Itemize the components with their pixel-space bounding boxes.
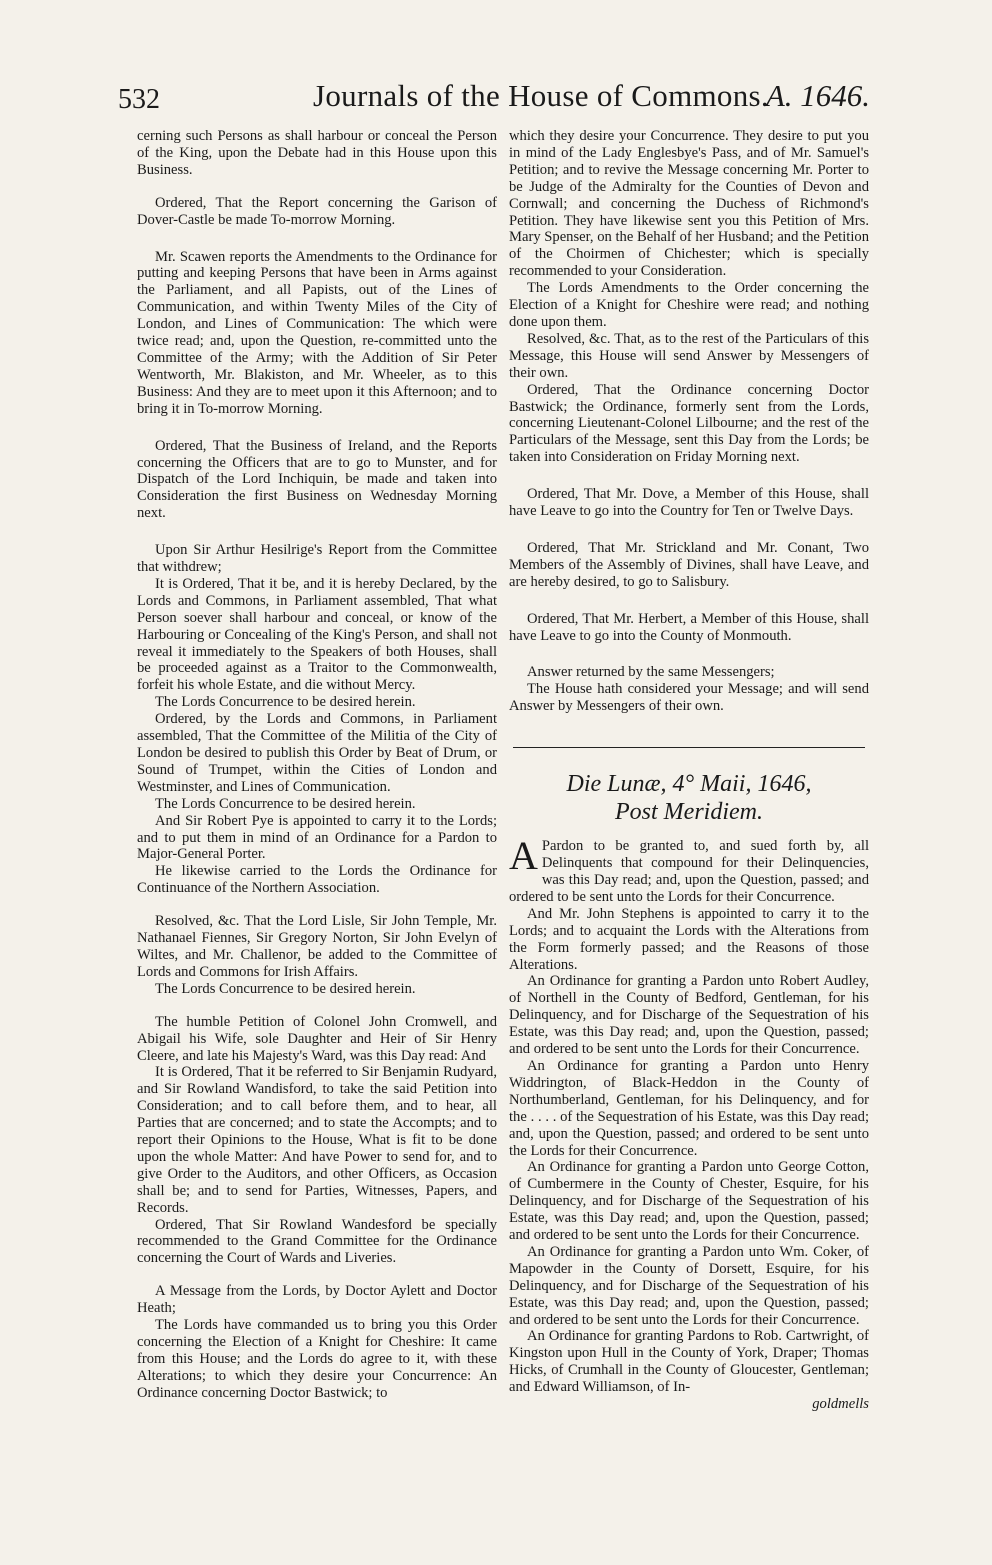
paragraph: Ordered, by the Lords and Commons, in Parliament assembled, That the Committee of the Militia of the City of London be desired to publish this Order by Beat of Drum, or Sound of Trumpet, within the Cities of London and Westminster, and Lines of Communication. — [137, 711, 497, 795]
paragraph: Resolved, &c. That the Lord Lisle, Sir John Temple, Mr. Nathanael Fiennes, Sir Gregory Norton, Sir John Evelyn of Wiltes, and Mr. Challenor, be added to the Committee of Lords and Commons for Irish Affairs. — [137, 913, 497, 980]
paragraph: Ordered, That the Business of Ireland, and the Reports concerning the Officers that are to go to Munster, and for Dispatch of the Lord Inchiquin, be made and taken into Consideration the first Business on Wednesday Morning next. — [137, 437, 497, 522]
paragraph: The Lords Concurrence to be desired herein. — [155, 694, 416, 711]
paragraph: Answer returned by the same Messengers; — [527, 664, 775, 681]
paragraph: A Message from the Lords, by Doctor Aylett and Doctor Heath; — [137, 1283, 497, 1317]
paragraph: The Lords Amendments to the Order concerning the Election of a Knight for Cheshire were read; and nothing done upon them. — [509, 280, 869, 330]
paragraph: Ordered, That Mr. Herbert, a Member of this House, shall have Leave to go into the County of Monmouth. — [509, 610, 869, 644]
left-column — [137, 128, 497, 1402]
paragraph: An Ordinance for granting a Pardon unto Henry Widdrington, of Black-Heddon in the County of Northumberland, Gentleman, for his Delinquency, and for the . . . . of the Sequestration of his Estate, was this Day read; and, upon the Question, passed; and ordered to be sent unto the Lords for their Concurrence. — [509, 1057, 869, 1159]
paragraph: It is Ordered, That it be referred to Sir Benjamin Rudyard, and Sir Rowland Wandisford, to take the said Petition into Consideration; and to call before them, and to hear, all Parties that are concerned; and to state the Accompts; and to report their Opinions to the House, What is fit to be done upon the whole Matter: And have Power to send for, and to give Order to the Auditors, and other Officers, as Occasion shall be; and to send for Parties, Witnesses, Papers, and Records. — [137, 1064, 497, 1216]
drop-cap: A — [509, 833, 538, 879]
day-subheading: Post Meridiem. — [615, 799, 763, 826]
paragraph: An Ordinance for granting a Pardon unto George Cotton, of Cumbermere in the County of Chester, Esquire, for his Delinquency, and for Discharge of the Sequestration of his Estate, was this Day read; and, upon the Question, passed; and ordered to be sent unto the Lords for their Concurrence. — [509, 1159, 869, 1244]
paragraph: Mr. Scawen reports the Amendments to the Ordinance for putting and keeping Persons that have been in Arms against the Parliament, and all Papists, out of the Lines of Communication, and within Twenty Miles of the City of London, and Lines of Communication: The which were twice read; and, upon the Question, re-committed unto the Committee of the Army; with the Addition of Sir Peter Wentworth, Mr. Blakiston, and Mr. Wheeler, as to this Business: And they are to meet upon it this Afternoon; and to bring it in To-morrow Morning. — [137, 248, 497, 417]
paragraph: An Ordinance for granting Pardons to Rob. Cartwright, of Kingston upon Hull in the County of York, Draper; Thomas Hicks, of Crumhall in the County of Gloucester, Gentleman; and Edward Williamson, of In- — [509, 1328, 869, 1396]
paragraph: And Mr. John Stephens is appointed to carry it to the Lords; and to acquaint the Lords with the Alterations from the Form formerly passed; and the Reasons of those Alterations. — [509, 905, 869, 973]
paragraph: It is Ordered, That it be, and it is hereby Declared, by the Lords and Commons, in Parliament assembled, That what Person soever shall harbour and conceal, or know of the Harbouring or Concealing of the King's Person, and shall not reveal it immediately to the Speakers of both Houses, shall be proceeded against as a Traitor to the Commonwealth, forfeit his whole Estate, and die without Mercy. — [137, 575, 497, 694]
section-divider — [513, 747, 865, 748]
paragraph: The Lords Concurrence to be desired herein. — [155, 980, 416, 997]
running-title: Journals of the House of Commons. — [313, 78, 769, 113]
paragraph: Upon Sir Arthur Hesilrige's Report from the Committee that withdrew; — [137, 542, 497, 576]
paragraph — [509, 833, 869, 906]
paragraph: cerning such Persons as shall harbour or conceal the Person of the King, upon the Debate had in this House upon this Business. — [137, 128, 497, 178]
paragraph: Ordered, That the Ordinance concerning Doctor Bastwick; the Ordinance, formerly sent from the Lords, concerning Lieutenant-Colonel Lilbourne; and the rest of the Particulars of the Message, sent this Day from the Lords; be taken into Consideration on Friday Morning next. — [509, 381, 869, 466]
paragraph: The Lords Concurrence to be desired herein. — [155, 795, 416, 812]
paragraph: And Sir Robert Pye is appointed to carry it to the Lords; and to put them in mind of an Ordinance for a Pardon to Major-General Porter. — [137, 812, 497, 863]
paragraph: The Lords have commanded us to bring you this Order concerning the Election of a Knight for Cheshire: It came from this House; and the Lords do agree to it, with these Alterations; to which they desire your Concurrence: An Ordinance concerning Doctor Bastwick; to — [137, 1317, 497, 1401]
page-header — [118, 78, 870, 122]
header-year: A. 1646. — [765, 78, 870, 113]
day-heading: Die Lunæ, 4° Maii, 1646, — [566, 771, 812, 798]
paragraph-text: Pardon to be granted to, and sued forth by, all Delinquents that compound for their Delinquencies, was this Day read; and, upon the Question, passed; and ordered to be sent unto the Lords for their Concurrence. — [509, 838, 869, 905]
page-number: 532 — [118, 84, 160, 115]
paragraph: The House hath considered your Message; and will send Answer by Messengers of their own. — [509, 681, 869, 715]
paragraph: Resolved, &c. That, as to the rest of the Particulars of this Message, this House will send Answer by Messengers of their own. — [509, 330, 869, 381]
paragraph: An Ordinance for granting a Pardon unto Robert Audley, of Northell in the County of Bedford, Gentleman, for his Delinquency, and for Discharge of the Sequestration of his Estate, was this Day read; and, upon the Question, passed; and ordered to be sent unto the Lords for their Concurrence. — [509, 973, 869, 1058]
paragraph: Ordered, That Sir Rowland Wandesford be specially recommended to the Grand Committee for the Ordinance concerning the Court of Wards and Liveries. — [137, 1216, 497, 1267]
paragraph: An Ordinance for granting a Pardon unto Wm. Coker, of Mapowder in the County of Dorsett, Esquire, for his Delinquency, and for Discharge of the Sequestration of his Estate, was this Day read; and, upon the Question, passed; and ordered to be sent unto the Lords for their Concurrence. — [509, 1243, 869, 1328]
right-column — [509, 128, 869, 1413]
paragraph: Ordered, That the Report concerning the Garison of Dover-Castle be made To-morrow Morning. — [137, 194, 497, 228]
paragraph: He likewise carried to the Lords the Ordinance for Continuance of the Northern Association. — [137, 863, 497, 897]
paragraph: The humble Petition of Colonel John Cromwell, and Abigail his Wife, sole Daughter and Heir of Sir Henry Cleere, and late his Majesty's Ward, was this Day read: And — [137, 1013, 497, 1064]
catchword: goldmells — [812, 1396, 869, 1413]
paragraph: which they desire your Concurrence. They desire to put you in mind of the Lady Englesbye's Pass, and of Mr. Samuel's Petition; and to revive the Message concerning Mr. Porter to be Judge of the Admiralty for the Counties of Devon and Cornwall; and concerning the Duchess of Richmond's Petition. They have likewise sent you this Petition of Mrs. Mary Spenser, on the Behalf of her Husband; and the Petition of the Choirmen of Chichester; which is specially recommended to your Consideration. — [509, 128, 869, 280]
paragraph: Ordered, That Mr. Dove, a Member of this House, shall have Leave to go into the Country for Ten or Twelve Days. — [509, 486, 869, 520]
paragraph: Ordered, That Mr. Strickland and Mr. Conant, Two Members of the Assembly of Divines, shall have Leave, and are hereby desired, to go to Salisbury. — [509, 539, 869, 590]
